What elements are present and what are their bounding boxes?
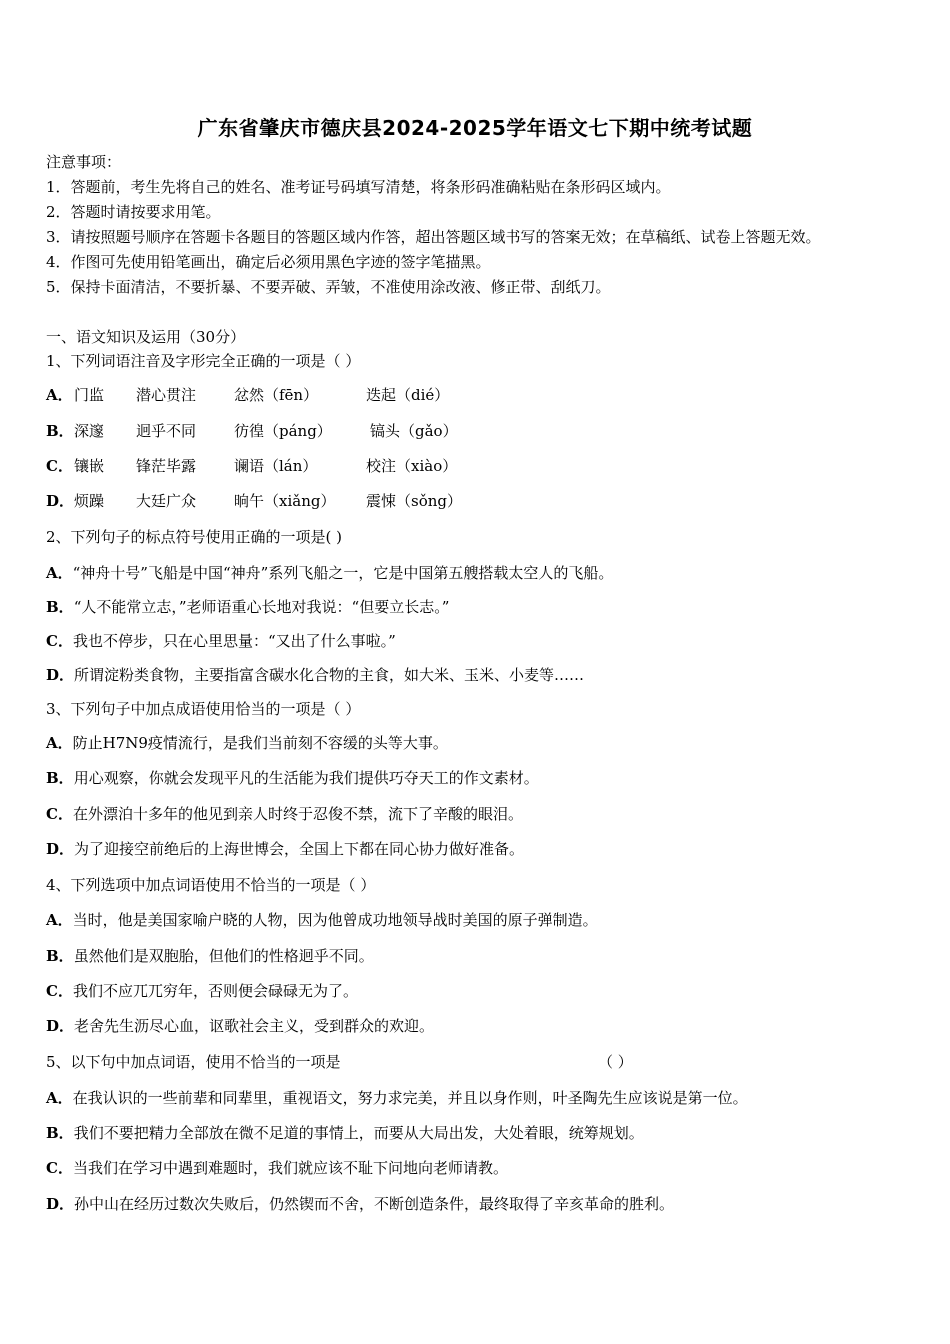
option-letter: C． (46, 982, 73, 1000)
option-text: 为了迎接空前绝后的上海世博会，全国上下都在同心协力做好准备。 (74, 840, 525, 858)
option-word: 门监 (74, 386, 105, 404)
option-letter: B． (46, 598, 74, 616)
option-word: 彷徨（páng） (234, 422, 332, 440)
option-letter: B． (46, 1124, 74, 1142)
option-text: 防止H7N9疫情流行，是我们当前刻不容缓的头等大事。 (72, 734, 448, 752)
q4-option-c (46, 981, 358, 1001)
option-word: 大廷广众 (136, 492, 197, 510)
option-word: 校注（xiào） (366, 457, 458, 475)
notes-heading: 注意事项： (46, 153, 122, 171)
option-text: 我们不要把精力全部放在微不足道的事情上，而要从大局出发，大处着眼，统筹规划。 (73, 1124, 644, 1142)
option-word: 迭起（dié） (366, 386, 450, 404)
option-text: 我们不应兀兀穷年，否则便会碌碌无为了。 (72, 982, 358, 1000)
option-letter: D． (46, 840, 75, 858)
q2-option-d (46, 665, 584, 685)
q4-option-b (46, 946, 374, 966)
question-stem-2: 2、下列句子的标点符号使用正确的一项是( ) (46, 528, 343, 546)
q3-option-b (46, 768, 539, 788)
page-title: 广东省肇庆市德庆县2024-2025学年语文七下期中统考试题 (197, 116, 753, 140)
option-word: 震悚（sǒng） (366, 492, 462, 510)
option-letter: D． (46, 666, 75, 684)
option-letter: B． (46, 422, 74, 440)
option-letter: C． (46, 805, 73, 823)
question-stem-text: 5、以下句中加点词语，使用不恰当的一项是 (46, 1053, 341, 1071)
q4-option-a (46, 910, 598, 930)
option-text: 所谓淀粉类食物，主要指富含碳水化合物的主食，如大米、玉米、小麦等…… (74, 666, 585, 684)
q2-option-c (46, 631, 396, 651)
option-letter: A． (46, 911, 73, 929)
option-word: 锋茫毕露 (136, 457, 197, 475)
option-letter: D． (46, 1195, 75, 1213)
option-letter: A． (46, 386, 73, 404)
option-letter: D． (46, 1017, 75, 1035)
option-text: “人不能常立志，”老师语重心长地对我说：“但要立长志。” (73, 598, 450, 616)
notes-item: 5．保持卡面清洁，不要折暴、不要弄破、弄皱，不准使用涂改液、修正带、刮纸刀。 (46, 278, 611, 296)
option-word: 晌午（xiǎng） (234, 492, 336, 510)
option-word: 烦躁 (74, 492, 105, 510)
option-letter: D． (46, 492, 75, 510)
q3-option-a (46, 733, 448, 753)
option-letter: A． (46, 1089, 73, 1107)
option-text: 我也不停步，只在心里思量：“又出了什么事啦。” (72, 632, 396, 650)
notes-item: 3．请按照题号顺序在答题卡各题目的答题区域内作答，超出答题区域书写的答案无效；在草稿纸、试卷上答题无效。 (46, 228, 821, 246)
option-letter: B． (46, 947, 74, 965)
option-word: 潜心贯注 (136, 386, 197, 404)
q5-option-c (46, 1158, 508, 1178)
q4-option-d (46, 1016, 434, 1036)
notes-item: 2．答题时请按要求用笔。 (46, 203, 221, 221)
q3-option-d (46, 839, 524, 859)
option-word: 迥乎不同 (136, 422, 197, 440)
question-stem-1: 1、下列词语注音及字形完全正确的一项是（ ） (46, 352, 361, 370)
option-text: 在外漂泊十多年的他见到亲人时终于忍俊不禁，流下了辛酸的眼泪。 (72, 805, 523, 823)
option-text: 用心观察，你就会发现平凡的生活能为我们提供巧夺天工的作文素材。 (73, 769, 539, 787)
question-stem-4: 4、下列选项中加点词语使用不恰当的一项是（ ） (46, 876, 376, 894)
option-text: 老舍先生沥尽心血，讴歌社会主义，受到群众的欢迎。 (74, 1017, 435, 1035)
section-heading: 一、语文知识及运用（30分） (46, 328, 246, 346)
option-text: 孙中山在经历过数次失败后，仍然锲而不舍，不断创造条件，最终取得了辛亥革命的胜利。 (74, 1195, 675, 1213)
q3-option-c (46, 804, 523, 824)
notes-item: 1．答题前，考生先将自己的姓名、准考证号码填写清楚，将条形码准确粘贴在条形码区域内。 (46, 178, 671, 196)
option-word: 镐头（gǎo） (370, 422, 458, 440)
q5-option-b (46, 1123, 644, 1143)
q2-option-a (46, 563, 613, 583)
option-text: 当时，他是美国家喻户晓的人物，因为他曾成功地领导战时美国的原子弹制造。 (72, 911, 598, 929)
q5-option-a (46, 1088, 748, 1108)
option-word: 镶嵌 (74, 457, 105, 475)
option-text: 当我们在学习中遇到难题时，我们就应该不耻下问地向老师请教。 (72, 1159, 508, 1177)
option-letter: C． (46, 457, 73, 475)
option-text: “神舟十号”飞船是中国“神舟”系列飞船之一，它是中国第五艘搭载太空人的飞船。 (72, 564, 614, 582)
question-paren: （ ） (598, 1053, 633, 1071)
option-text: 虽然他们是双胞胎，但他们的性格迥乎不同。 (73, 947, 374, 965)
option-word: 忿然（fēn） (234, 386, 319, 404)
q5-option-d (46, 1194, 674, 1214)
option-word: 深邃 (74, 422, 105, 440)
option-letter: A． (46, 564, 73, 582)
option-letter: C． (46, 632, 73, 650)
question-stem-5 (46, 1052, 341, 1072)
option-letter: B． (46, 769, 74, 787)
option-word: 谰语（lán） (234, 457, 318, 475)
option-text: 在我认识的一些前辈和同辈里，重视语文，努力求完美，并且以身作则，叶圣陶先生应该说是第一位。 (72, 1089, 748, 1107)
q2-option-b (46, 597, 449, 617)
option-letter: A． (46, 734, 73, 752)
notes-item: 4．作图可先使用铅笔画出，确定后必须用黑色字迹的签字笔描黑。 (46, 253, 491, 271)
option-letter: C． (46, 1159, 73, 1177)
question-stem-3: 3、下列句子中加点成语使用恰当的一项是（ ） (46, 700, 361, 718)
